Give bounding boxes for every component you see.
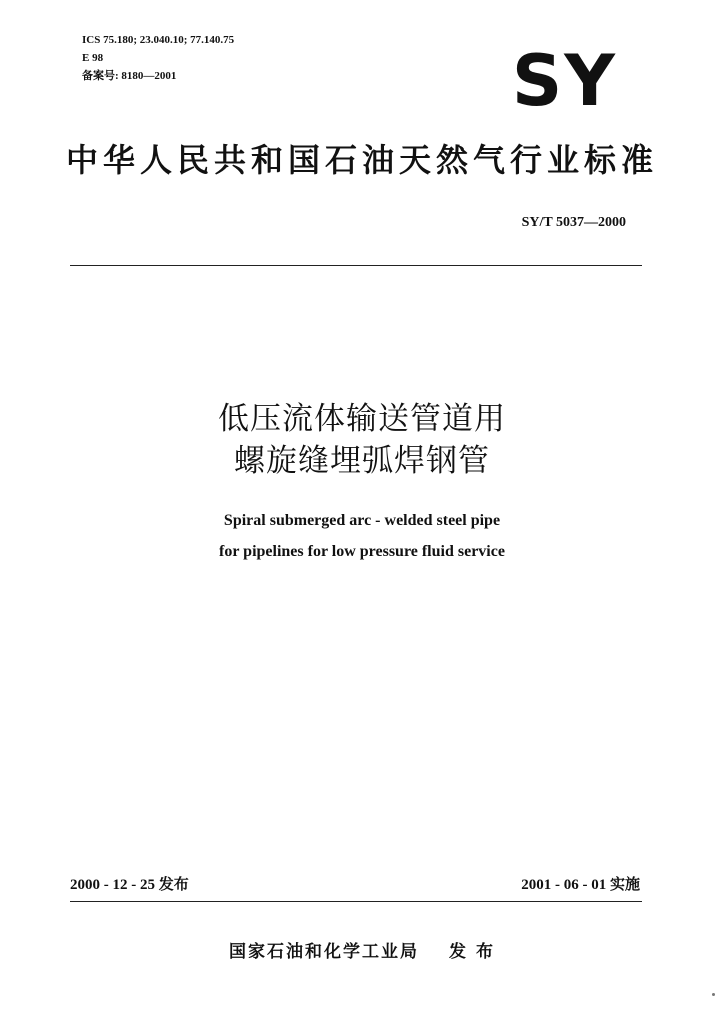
implementation-date: 2001 - 06 - 01 实施 [521,877,640,893]
document-title-cn-line2: 螺旋缝埋弧焊钢管 [234,443,490,479]
issuer-name: 国家石油和化学工业局 [229,942,420,962]
top-divider [70,265,642,266]
issue-date: 2000 - 12 - 25 发布 [70,877,189,893]
ccs-code: E 98 [82,52,104,64]
issue-word: 发 布 [449,942,495,962]
filing-number: 备案号: 8180—2001 [82,70,177,82]
standard-number: SY/T 5037—2000 [521,215,626,230]
ics-code: ICS 75.180; 23.040.10; 77.140.75 [82,34,235,46]
sy-logo: SY [511,40,617,122]
standard-category-title: 中华人民共和国石油天然气行业标准 [65,141,658,179]
document-title-en-line2: for pipelines for low pressure fluid service [219,543,505,560]
scan-speck [712,993,715,996]
issuer-line [0,937,724,962]
document-title-en-line1: Spiral submerged arc - welded steel pipe [223,512,501,529]
document-title-cn-line1: 低压流体输送管道用 [218,401,506,437]
bottom-divider [70,901,642,902]
